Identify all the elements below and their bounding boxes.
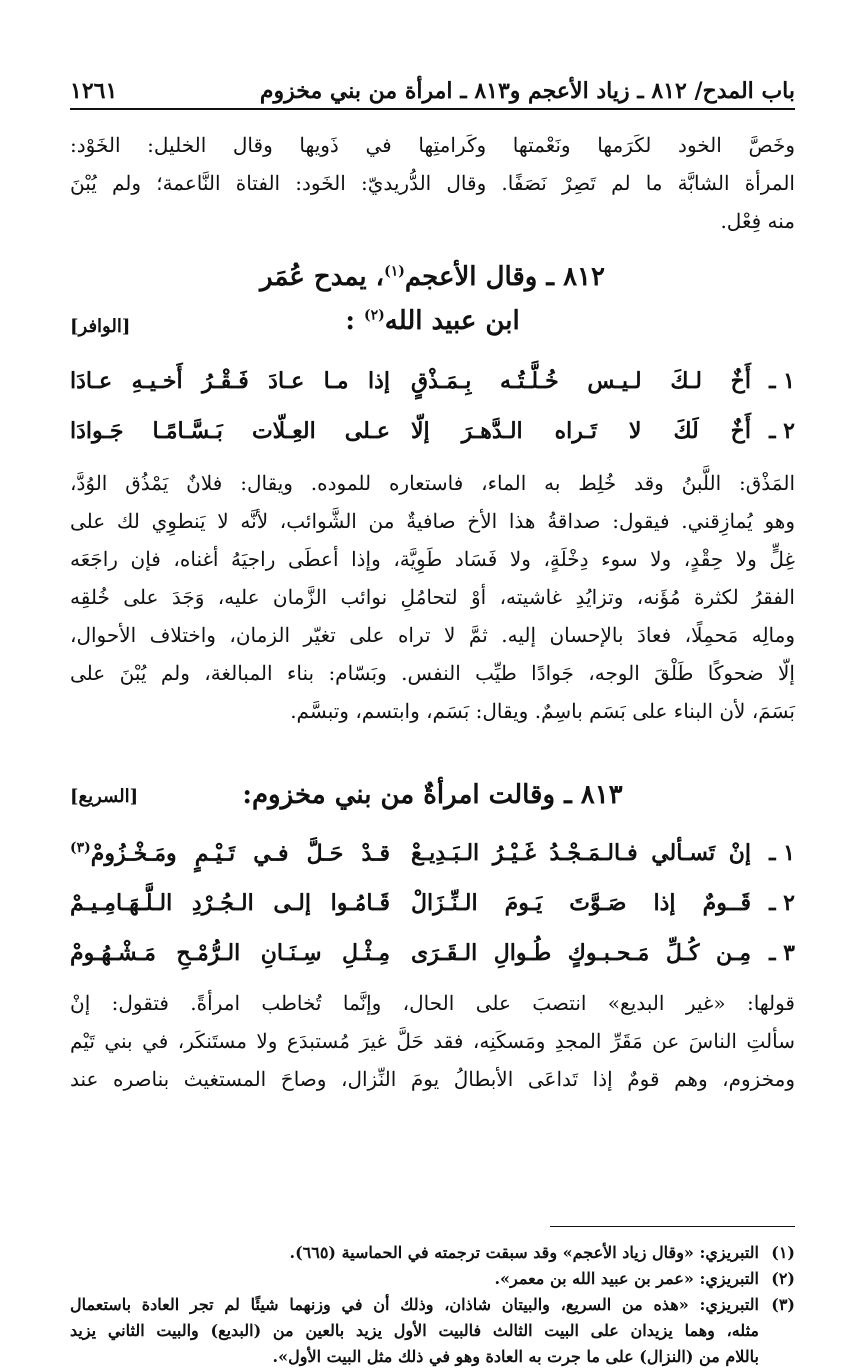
text-line: التبريزي: «هذه من السريع، والبيتان شاذان، وذلك أن في وزنهما شيئًا لم تجر العادة باستعمال: [70, 1295, 759, 1314]
footnote-number: (١): [771, 1243, 795, 1262]
footnote-2: [70, 1266, 795, 1292]
footnote-3: [70, 1292, 795, 1370]
verse-number: ١ ـ: [769, 368, 795, 394]
verse-second-hemistich: إذا مـا عـادَ فَـقْـرُ أَخـيـهِ عـادَا: [70, 368, 390, 394]
footnote-marker: (١): [384, 263, 405, 280]
verse-first-hemistich: قَــومٌ إذا صَـوَّتَ يَـومَ الـنِّـزَالْ: [411, 890, 751, 916]
poem-812-heading-line2: [70, 306, 795, 336]
verse-number: ٢ ـ: [769, 890, 795, 916]
verse-row: [70, 834, 795, 872]
text-line: المرأة الشابَّة ما لم تَصِرْ نَصَفًا. وقال الدُّريديّ: الخَود: الفتاة النَّاعمة؛ ولم يُبْنَ: [70, 171, 795, 195]
heading-text: ابن عبيد الله: [384, 306, 520, 336]
text-line: سألتِ الناسَ عن مَقَرِّ المجدِ ومَسكَنِه، فقد حَلَّ غيرَ مُستبدَع ولا مستَنكَر، في بني تَيْم: [70, 1029, 795, 1053]
running-header-title: باب المدح/ ٨١٢ ـ زياد الأعجم و٨١٣ ـ امرأة من بني مخزوم: [259, 78, 795, 104]
poem-813-heading: ٨١٣ ـ وقالت امرأةٌ من بني مخزوم:: [242, 780, 623, 810]
footnote-number: (٢): [771, 1269, 795, 1288]
verse-number: ٢ ـ: [769, 418, 795, 444]
verse-row: [70, 412, 795, 450]
text-line: المَذْق: اللَّبنُ وقد خُلِط به الماء، فاستعاره للموده. ويقال: فلانٌ يَمْذُق الوُدَّ،: [70, 471, 795, 495]
verse-second-hemistich: [70, 840, 390, 866]
running-header: [70, 72, 795, 104]
text-line: ومالِه مَحمِلًا، فعادَ بالإحسان إليه. ثمَّ لا تراه على تغيّر الزمان، واختلاف الأحوال،: [70, 623, 795, 647]
text-line: مثله، وهما يزيدان على البيت الثالث فالبيت الأول يزيد بالعين من (البديع) والبيت الثاني يزيد: [70, 1321, 759, 1340]
poem-813-commentary: [70, 984, 795, 1098]
verse-number: ٣ ـ: [769, 940, 795, 966]
hemistich-text: قـدْ حَـلَّ فـي تَـيْـمٍ ومَـخْـزُومْ: [90, 840, 390, 867]
verse-second-hemistich: مِـثْـلِ سِـنَـانِ الـرُّمْـحِ مَـشْـهُـومْ: [70, 940, 390, 966]
verse-row: [70, 884, 795, 922]
verse-number: ١ ـ: [769, 840, 795, 866]
verse-row: [70, 934, 795, 972]
poem-813-meter: [السريع]: [70, 786, 139, 807]
footnote-marker: (٣): [70, 839, 91, 856]
poem-812-meter: [الوافر]: [70, 316, 131, 337]
heading-text: ، يمدح عُمَر: [259, 262, 385, 292]
footnote-number: (٣): [771, 1295, 795, 1314]
page-number: ١٢٦١: [70, 78, 118, 104]
text-line: وهو يُمازِقني. فيقول: صداقةُ هذا الأخ صافيةٌ من الشَّوائب، لأنَّه لا يَنطوِي لك على: [70, 509, 795, 533]
text-line: باللام من (النزال) على ما جرت به العادة وهو في ذلك مثل البيت الأول».: [272, 1347, 759, 1366]
footnote-marker: (٢): [363, 307, 385, 324]
footnote-text: [70, 1266, 759, 1292]
text-line: قولها: «غير البديع» انتصبَ على الحال، وإنَّما تُخاطب امرأةً. فتقول: إنْ: [70, 991, 795, 1015]
poem-812-commentary: [70, 464, 795, 730]
footnote-text: [70, 1292, 759, 1370]
header-rule: [70, 108, 795, 110]
footnote-rule: [550, 1226, 795, 1227]
text-line: منه فِعْل.: [720, 209, 795, 233]
verse-first-hemistich: أَخٌ لَكَ لا تَـراه الـدَّهـرَ إلّا: [411, 418, 751, 444]
text-line: التبريزي: «عمر بن عبيد الله بن معمر».: [494, 1269, 759, 1288]
heading-text: ٨١٢ ـ وقال الأعجم: [404, 262, 605, 292]
footnote-1: [70, 1240, 795, 1266]
text-line: الفقرُ لكثرة مُؤَنه، وتزايُدِ غاشيته، أوْ لتحامُلِ نوائب الزَّمان عليه، وَجَدَ على خُلقِه: [70, 585, 795, 609]
text-line: غِلٍّ ولا حِقْدٍ، ولا سوء دِخْلَةٍ، ولا فَسَاد طَوِيَّة، وإذا أعطَى راجيَهُ أغناه، فإن راجَعَه: [70, 547, 795, 571]
text-line: بَسَمَ، لأن البناء على بَسَم باسِمٌ. ويقال: بَسَم، وابتسم، وتبسَّم.: [290, 699, 795, 723]
poem-812-heading: [70, 262, 795, 292]
text-line: التبريزي: «وقال زياد الأعجم» وقد سبقت ترجمته في الحماسية (٦٦٥).: [289, 1243, 759, 1262]
heading-colon: :: [345, 306, 355, 336]
verse-second-hemistich: عـلى العِـلّات بَـسَّـامًـا جَـوادَا: [70, 418, 390, 444]
text-line: إلّا ضحوكًا طَلْقَ الوجه، جَوادًا طيِّب النفس. وبَسّام: بناء المبالغة، ولم يُبْنَ على: [70, 661, 795, 685]
footnote-text: [70, 1240, 759, 1266]
verse-second-hemistich: قَـامُـوا إلـى الـجُـرْدِ الـلَّـهَـامِـيـمْ: [70, 890, 390, 916]
text-line: وخَصَّ الخود لكَرَمها ونَعْمتها وكَرامتِها في ذَويها وقال الخليل: الخَوْد:: [70, 133, 795, 157]
verse-first-hemistich: مِـن كُـلِّ مَـحـبـوكٍ طُـوالِ الـقَـرَى: [411, 940, 751, 966]
text-line: ومخزوم، وهم قومٌ إذا تَداعَى الأبطالُ يومَ النِّزال، وصاحَ المستغيث بناصره عند: [70, 1067, 795, 1091]
verse-row: [70, 362, 795, 400]
verse-first-hemistich: إنْ تَسـألي فـالـمَـجْـدُ غَـيْـرُ الـبَـدِيـعْ: [411, 840, 751, 866]
intro-paragraph: [70, 126, 795, 240]
verse-first-hemistich: أَخٌ لـكَ لـيـس خُـلَّـتُـه بِـمَـذْقٍ: [411, 368, 751, 394]
